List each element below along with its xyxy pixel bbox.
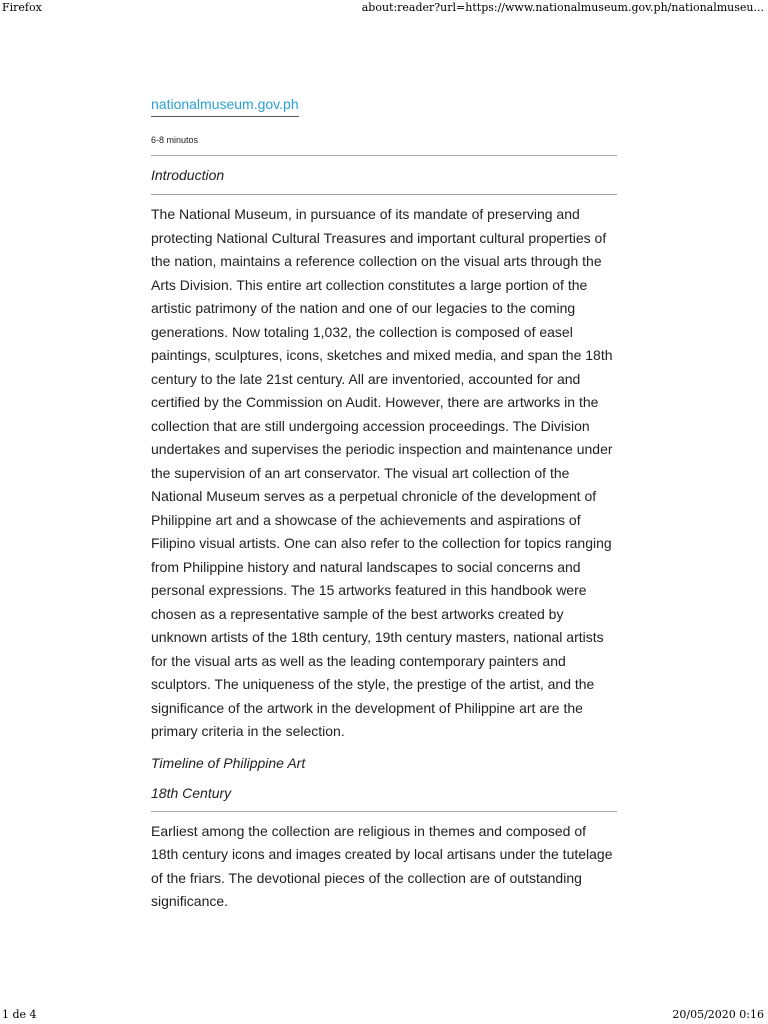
paragraph-18th-century: Earliest among the collection are religious in themes and composed of 18th century icons and images created by local artisans under the tutelage of the friars. The devotional pieces of the collection are of outstanding significance. [151,822,613,909]
reader-article [151,96,617,914]
browser-name: Firefox [2,1,42,14]
source-site-link[interactable]: nationalmuseum.gov.ph [151,96,299,117]
section-heading-introduction: Introduction [151,167,225,183]
paragraph-introduction: The National Museum, in pursuance of its mandate of preserving and protecting National Cultural Treasures and important cultural properties of the nation, maintains a reference collection on the visual arts through the Arts Division. This entire art collection constitutes a large portion of the artistic patrimony of the nation and one of our legacies to the coming generations. Now totaling 1,032, the collection is composed of easel paintings, sculptures, icons, sketches and mixed media, and span the 18th century to the late 21st century. All are inventoried, accounted for and certified by the Commission on Audit. However, there are artworks in the collection that are still undergoing accession proceedings. The Division undertakes and supervises the periodic inspection and maintenance under the supervision of an art conservator. The visual art collection of the National Museum serves as a perpetual chronicle of the development of Philippine art and a showcase of the achievements and aspirations of Filipino visual artists. One can also refer to the collection for topics ranging from Philippine history and natural landscapes to social concerns and personal expressions. The 15 artworks featured in this handbook were chosen as a representative sample of the best artworks created by unknown artists of the 18th century, 19th century masters, national artists for the visual arts as well as the leading contemporary painters and sculptors. The uniqueness of the style, the prestige of the artist, and the significance of the artwork in the development of Philippine art are the primary criteria in the selection. [151,206,613,739]
divider [151,194,617,195]
divider [151,155,617,156]
section-heading-18th-century: 18th Century [151,784,232,801]
print-datetime: 20/05/2020 0:16 [672,1008,764,1021]
section-heading-timeline: Timeline of Philippine Art [151,754,306,771]
page-number: 1 de 4 [2,1008,37,1021]
divider [151,811,617,812]
page-url: about:reader?url=https://www.nationalmuseum.gov.ph/nationalmuseu... [361,1,764,14]
reading-time: 6-8 minutos [151,135,199,145]
